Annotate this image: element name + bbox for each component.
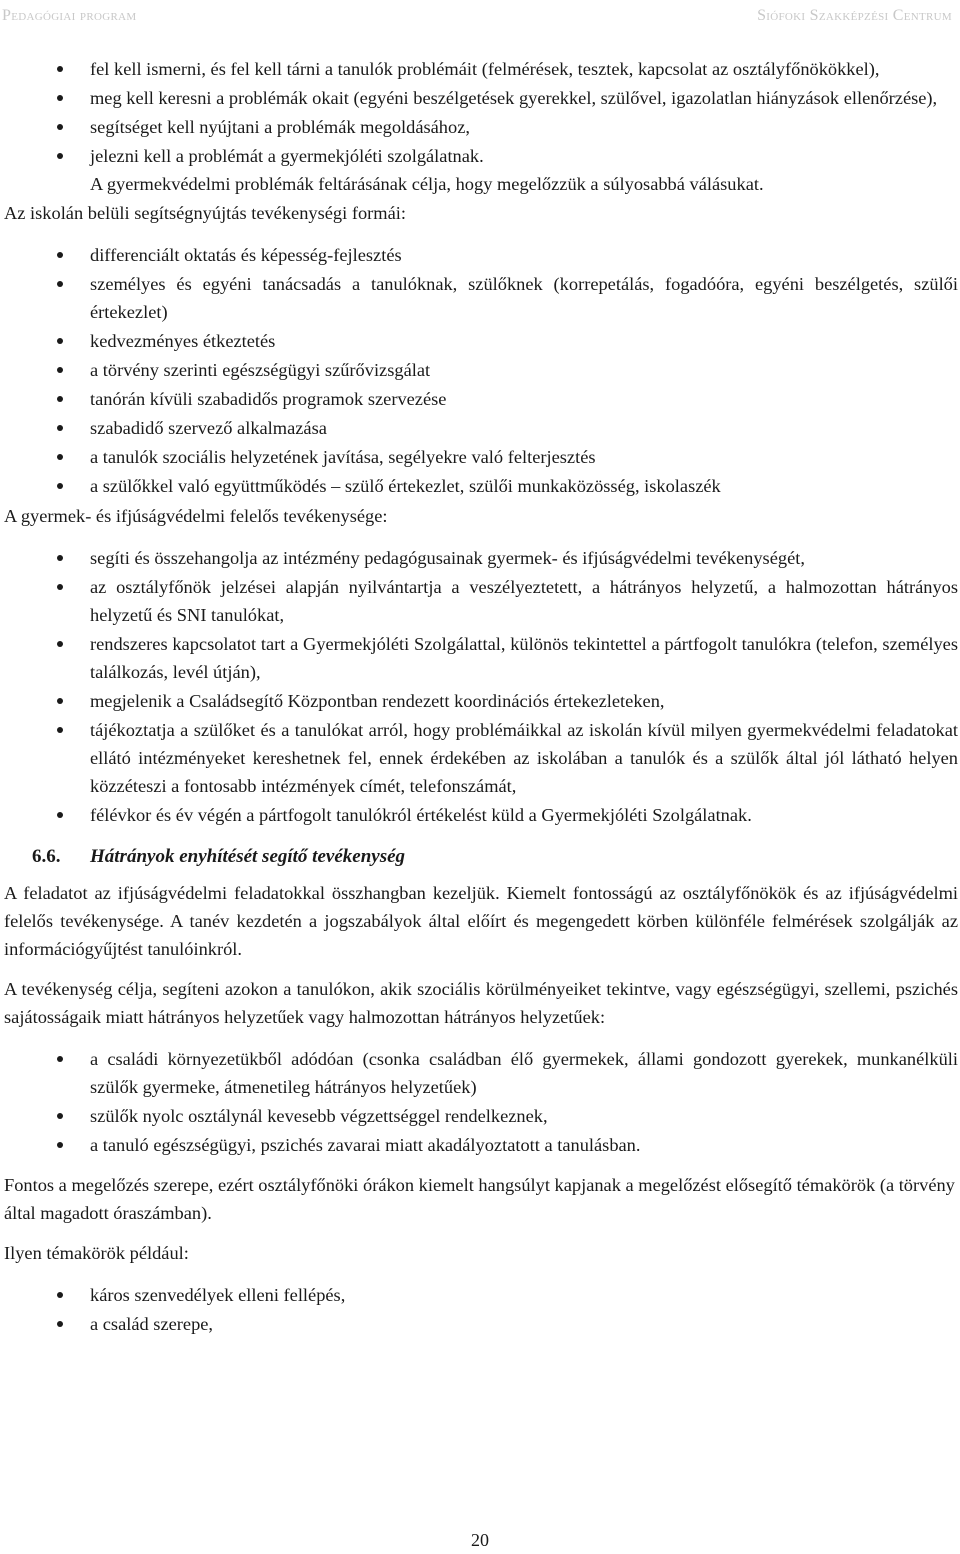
list-item: segíti és összehangolja az intézmény pedagógusainak gyermek- és ifjúságvédelmi tevékenységét, bbox=[4, 544, 958, 572]
list-item: félévkor és év végén a pártfogolt tanulókról értékelést küld a Gyermekjóléti Szolgálatnak. bbox=[4, 801, 958, 829]
list-item: szabadidő szervező alkalmazása bbox=[4, 414, 958, 442]
list-item: fel kell ismerni, és fel kell tárni a tanulók problémáit (felmérések, tesztek, kapcsolat az osztályfőnökökkel), bbox=[4, 55, 958, 83]
page-content bbox=[4, 55, 958, 1339]
paragraph-topics-heading: Ilyen témakörök például: bbox=[4, 1243, 189, 1263]
list-item: a törvény szerinti egészségügyi szűrővizsgálat bbox=[4, 356, 958, 384]
list-item: segítséget kell nyújtani a problémák megoldásához, bbox=[4, 113, 958, 141]
list-item: a tanuló egészségügyi, pszichés zavarai miatt akadályoztatott a tanulásban. bbox=[4, 1131, 958, 1159]
paragraph-purpose: A tevékenység célja, segíteni azokon a tanulókon, akik szociális körülményeiket tekintve, vagy egészségügyi, szellemi, pszichés sajátosságaik miatt hátrányos helyzetűek vagy halmozottan hátrányos helyzetűek: bbox=[4, 979, 958, 1027]
header-left: Pedagógiai program bbox=[2, 7, 137, 24]
list-item: káros szenvedélyek elleni fellépés, bbox=[4, 1281, 958, 1309]
section-heading bbox=[4, 843, 958, 871]
paragraph-task: A feladatot az ifjúságvédelmi feladatokkal összhangban kezeljük. Kiemelt fontosságú az osztályfőnökök és az ifjúságvédelmi felelős tevékenysége. A tanév kezdetén a jogszabályok által előírt és megengedett körben különféle felmérések szolgálják az információgyűjtést tanulóinkról. bbox=[4, 883, 958, 959]
bullet-list-disadvantaged bbox=[4, 1045, 958, 1159]
list-item: szülők nyolc osztálynál kevesebb végzettséggel rendelkeznek, bbox=[4, 1102, 958, 1130]
list-item: a család szerepe, bbox=[4, 1310, 958, 1338]
list-item: differenciált oktatás és képesség-fejlesztés bbox=[4, 241, 958, 269]
paragraph-prevention: Fontos a megelőzés szerepe, ezért osztályfőnöki órákon kiemelt hangsúlyt kapjanak a megelőzést elősegítő témakörök (a törvény által magadott óraszámban). bbox=[4, 1175, 955, 1223]
header-right: Siófoki Szakképzési Centrum bbox=[757, 7, 952, 24]
list-item: jelezni kell a problémát a gyermekjóléti szolgálatnak. bbox=[4, 142, 958, 170]
list-item: a szülőkkel való együttműködés – szülő értekezlet, szülői munkaközösség, iskolaszék bbox=[4, 472, 958, 500]
list-item: személyes és egyéni tanácsadás a tanulóknak, szülőknek (korrepetálás, fogadóóra, egyéni beszélgetés, szülői értekezlet) bbox=[4, 270, 958, 326]
list-item: meg kell keresni a problémák okait (egyéni beszélgetések gyerekkel, szülővel, igazolatlan hiányzások ellenőrzése), bbox=[4, 84, 958, 112]
list-item: rendszeres kapcsolatot tart a Gyermekjóléti Szolgálattal, különös tekintettel a pártfogolt tanulókra (telefon, személyes találkozás, levél útján), bbox=[4, 630, 958, 686]
list-item: kedvezményes étkeztetés bbox=[4, 327, 958, 355]
section-number: 6.6. bbox=[32, 846, 61, 867]
bullet-list-officer bbox=[4, 544, 958, 829]
paragraph-officer-heading: A gyermek- és ifjúságvédelmi felelős tevékenysége: bbox=[4, 506, 388, 526]
list-item: tanórán kívüli szabadidős programok szervezése bbox=[4, 385, 958, 413]
bullet-list-forms bbox=[4, 241, 958, 500]
section-title: Hátrányok enyhítését segítő tevékenység bbox=[90, 846, 406, 867]
paragraph-goal: A gyermekvédelmi problémák feltárásának célja, hogy megelőzzük a súlyosabbá válásukat. bbox=[90, 174, 764, 194]
list-item: a családi környezetükből adódóan (csonka családban élő gyermekek, állami gondozott gyerekek, munkanélküli szülők gyermeke, átmenetileg hátrányos helyzetűek) bbox=[4, 1045, 958, 1101]
list-item: tájékoztatja a szülőket és a tanulókat arról, hogy problémáikkal az iskolán kívül milyen gyermekvédelmi feladatokat ellátó intézményeket kereshetnek fel, ennek érdekében az iskolában a tanulók és a szülők által jól látható helyen közzéteszi a fontosabb intézmények címét, telefonszámát, bbox=[4, 716, 958, 800]
list-item: az osztályfőnök jelzései alapján nyilvántartja a veszélyeztetett, a hátrányos helyzetű, a halmozottan hátrányos helyzetű és SNI tanulókat, bbox=[4, 573, 958, 629]
list-item: megjelenik a Családsegítő Központban rendezett koordinációs értekezleteken, bbox=[4, 687, 958, 715]
list-item: a tanulók szociális helyzetének javítása, segélyekre való felterjesztés bbox=[4, 443, 958, 471]
page-header bbox=[2, 6, 952, 26]
paragraph-forms-heading: Az iskolán belüli segítségnyújtás tevékenységi formái: bbox=[4, 203, 406, 223]
bullet-list-problems bbox=[4, 55, 958, 170]
page-number: 20 bbox=[471, 1530, 489, 1550]
bullet-list-topics bbox=[4, 1281, 958, 1338]
